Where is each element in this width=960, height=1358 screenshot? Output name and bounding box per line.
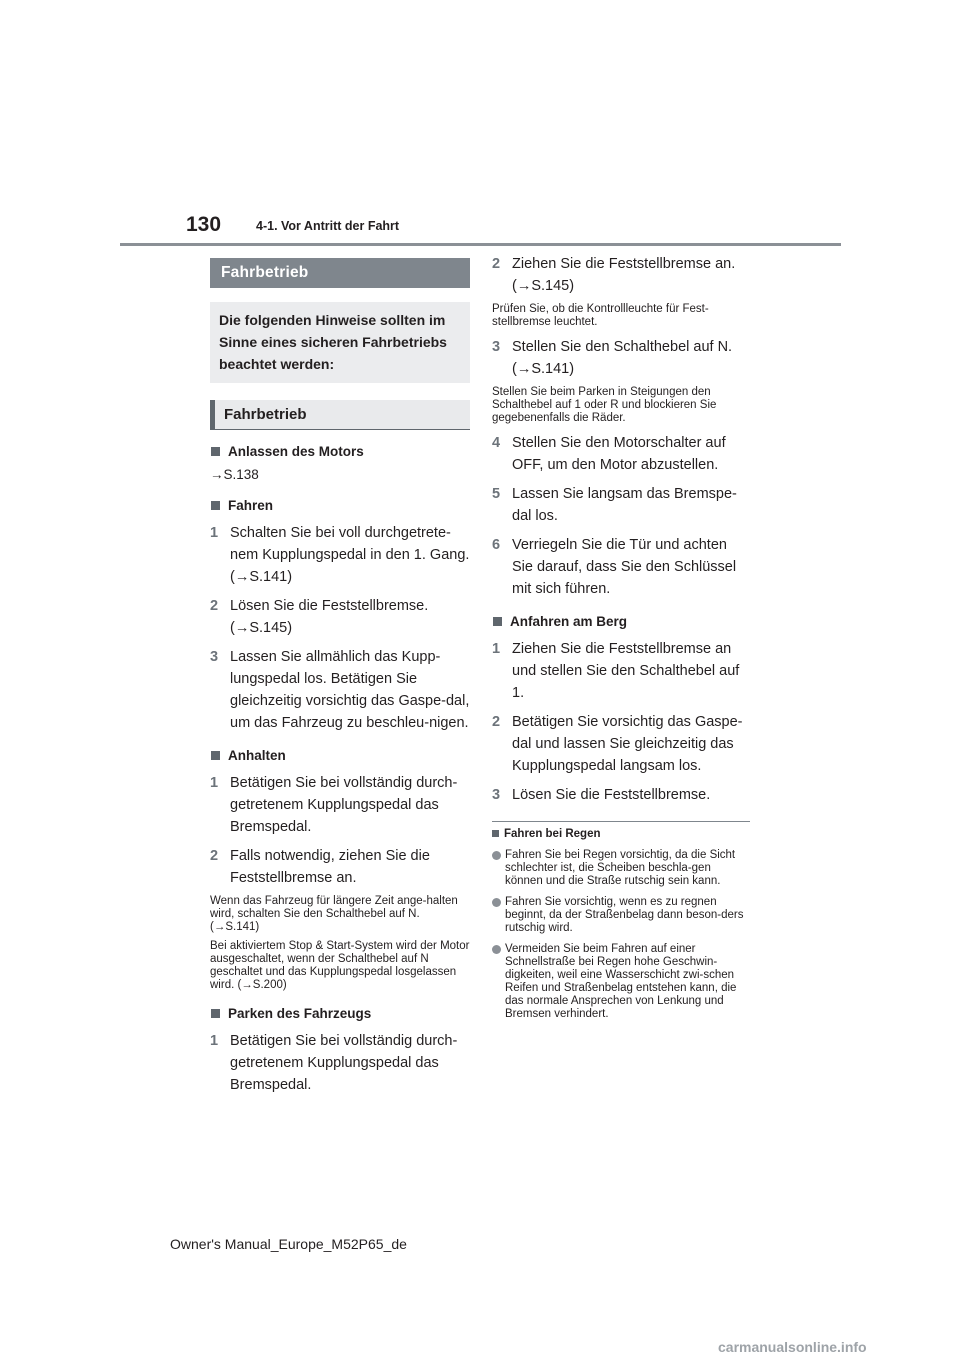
step-number: 3 — [210, 649, 219, 665]
page-number: 130 — [186, 213, 222, 236]
step-number: 1 — [210, 775, 219, 791]
step-item — [210, 845, 470, 889]
header-divider — [120, 243, 841, 246]
step-item — [210, 1030, 470, 1096]
round-bullet-icon — [492, 945, 501, 954]
square-bullet-icon — [492, 830, 499, 837]
step-number: 3 — [492, 787, 501, 803]
step-text: Lassen Sie langsam das Bremspe-dal los. — [512, 486, 737, 524]
step-text: Ziehen Sie die Feststellbremse an. (→S.145) — [512, 256, 736, 294]
subsection-heading: Fahrbetrieb — [210, 400, 470, 430]
round-bullet-icon — [492, 898, 501, 907]
note-item: Fahren Sie bei Regen vorsichtig, da die Sicht schlechter ist, die Scheiben beschla-gen können und die Straße rutschig sein kann. — [492, 849, 750, 888]
step-text: Stellen Sie den Schalthebel auf N. (→S.141) — [512, 339, 733, 377]
watermark: carmanualsonline.info — [718, 1339, 867, 1355]
left-column — [210, 258, 470, 1096]
notes-divider — [492, 821, 750, 822]
round-bullet-icon — [492, 851, 501, 860]
step-item — [492, 253, 750, 297]
step-number: 4 — [492, 435, 501, 451]
step-text: Betätigen Sie bei vollständig durch-getretenem Kupplungspedal das Bremspedal. — [230, 1033, 458, 1093]
step-text: Lassen Sie allmählich das Kupp-lungspedal los. Betätigen Sie gleichzeitig vorsichtig das Gaspe-dal, um das Fahrzeug zu beschleu-nigen. — [230, 649, 470, 731]
page-reference: →S.138 — [210, 467, 259, 482]
note-item: Vermeiden Sie beim Fahren auf einer Schnellstraße bei Regen hohe Geschwin-digkeiten, weil eine Wasserschicht zwi-schen Reifen und Straßenbelag entstehen kann, die das normale Ansprechen von Lenkung und Bremsen verhindert. — [492, 943, 750, 1021]
chapter-title: 4-1. Vor Antritt der Fahrt — [256, 219, 400, 233]
step-note: Bei aktiviertem Stop & Start-System wird der Motor ausgeschaltet, wenn der Schalthebel auf N geschaltet und das Kupplungspedal losgelassen wird. (→S.200) — [210, 940, 470, 991]
topic-heading-parking: Parken des Fahrzeugs — [210, 1005, 470, 1023]
step-text: Verriegeln Sie die Tür und achten Sie darauf, dass Sie den Schlüssel mit sich führen. — [512, 537, 737, 597]
step-number: 6 — [492, 537, 501, 553]
step-item — [492, 638, 750, 704]
square-bullet-icon — [493, 617, 502, 626]
step-note: Prüfen Sie, ob die Kontrollleuchte für Fest-stellbremse leuchtet. — [492, 303, 709, 328]
step-text: Ziehen Sie die Feststellbremse an und stellen Sie den Schalthebel auf 1. — [512, 641, 740, 701]
step-item — [210, 595, 470, 639]
step-text: Lösen Sie die Feststellbremse. (→S.145) — [230, 598, 429, 636]
step-number: 1 — [492, 641, 501, 657]
step-number: 1 — [210, 525, 219, 541]
section-heading: Fahrbetrieb — [210, 258, 470, 288]
step-item — [492, 534, 750, 600]
step-item — [492, 784, 750, 806]
square-bullet-icon — [211, 751, 220, 760]
step-number: 2 — [210, 848, 219, 864]
step-text: Lösen Sie die Feststellbremse. — [512, 787, 711, 803]
step-item — [492, 711, 750, 777]
topic-heading-engine-start: Anlassen des Motors — [210, 443, 470, 461]
footer-manual-id: Owner's Manual_Europe_M52P65_de — [170, 1236, 407, 1252]
step-number: 3 — [492, 339, 501, 355]
square-bullet-icon — [211, 501, 220, 510]
notes-heading: Fahren bei Regen — [492, 827, 750, 841]
step-text: Betätigen Sie bei vollständig durch-getretenem Kupplungspedal das Bremspedal. — [230, 775, 458, 835]
step-number: 2 — [210, 598, 219, 614]
step-item — [492, 432, 750, 476]
step-item — [492, 336, 750, 380]
step-text: Schalten Sie bei voll durchgetrete-nem Kupplungspedal in den 1. Gang. (→S.141) — [230, 525, 470, 585]
right-column — [492, 253, 750, 1021]
intro-box: Die folgenden Hinweise sollten im Sinne eines sicheren Fahrbetriebs beachtet werden: — [210, 302, 470, 383]
step-number: 1 — [210, 1033, 219, 1049]
topic-heading-driving: Fahren — [210, 497, 470, 515]
step-item — [210, 646, 470, 734]
step-item — [210, 772, 470, 838]
step-text: Falls notwendig, ziehen Sie die Feststellbremse an. — [230, 848, 430, 886]
topic-heading-stopping: Anhalten — [210, 747, 470, 765]
step-item — [492, 483, 750, 527]
step-number: 2 — [492, 714, 501, 730]
step-text: Betätigen Sie vorsichtig das Gaspe-dal und lassen Sie gleichzeitig das Kupplungspedal langsam los. — [512, 714, 743, 774]
step-note: Wenn das Fahrzeug für längere Zeit ange-halten wird, schalten Sie den Schalthebel auf N. (→S.141) — [210, 895, 458, 933]
step-item — [210, 522, 470, 588]
note-item: Fahren Sie vorsichtig, wenn es zu regnen beginnt, da der Straßenbelag dann beson-ders rutschig wird. — [492, 896, 750, 935]
square-bullet-icon — [211, 447, 220, 456]
step-number: 5 — [492, 486, 501, 502]
step-text: Stellen Sie den Motorschalter auf OFF, um den Motor abzustellen. — [512, 435, 726, 473]
step-number: 2 — [492, 256, 501, 272]
square-bullet-icon — [211, 1009, 220, 1018]
step-note: Stellen Sie beim Parken in Steigungen den Schalthebel auf 1 oder R und blockieren Sie gegebenenfalls die Räder. — [492, 386, 717, 424]
topic-heading-hill-start: Anfahren am Berg — [492, 613, 750, 631]
